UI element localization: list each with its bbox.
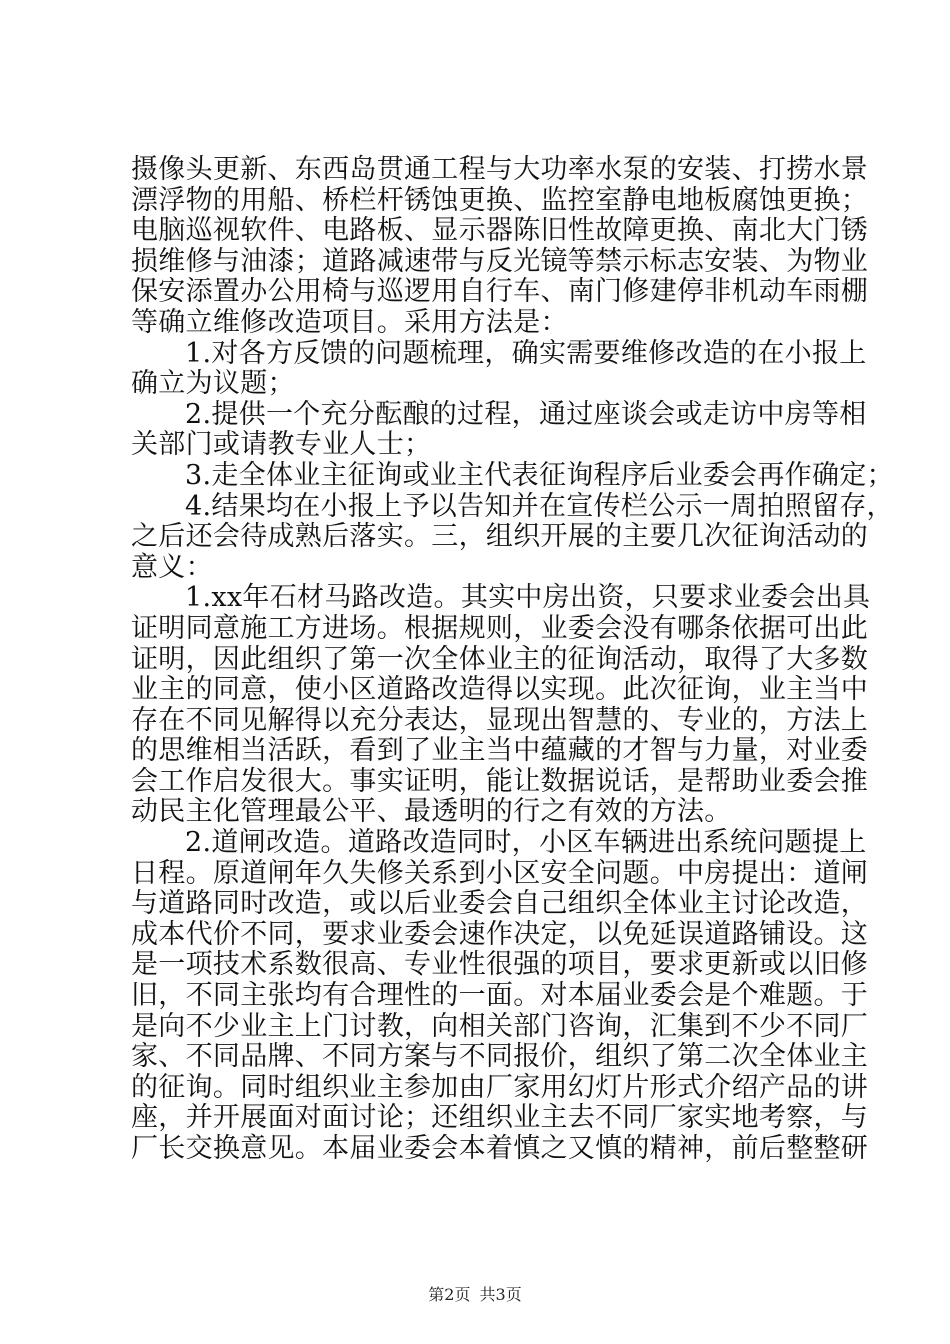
text-line: 意义：	[131, 551, 213, 583]
text-line: 是一项技术系数很高、专业性很强的项目，要求更新或以旧修	[131, 949, 869, 981]
text-line: 1.xx年石材马路改造。其实中房出资，只要求业委会出具	[185, 582, 871, 614]
text-line: 存在不同见解得以充分表达，显现出智慧的、专业的，方法上	[131, 704, 869, 736]
text-line: 厂长交换意见。本届业委会本着慎之又慎的精神，前后整整研	[131, 1133, 869, 1164]
text-line: 的思维相当活跃，看到了业主当中蕴藏的才智与力量，对业委	[131, 735, 869, 767]
page-footer	[0, 1285, 950, 1305]
text-line: 确立为议题；	[131, 368, 295, 400]
text-line: 证明，因此组织了第一次全体业主的征询活动，取得了大多数	[131, 643, 869, 675]
text-line: 业主的同意，使小区道路改造得以实现。此次征询，业主当中	[131, 674, 869, 706]
text-line: 4.结果均在小报上予以告知并在宣传栏公示一周拍照留存，	[185, 490, 894, 522]
text-line: 2.提供一个充分酝酿的过程，通过座谈会或走访中房等相	[185, 398, 867, 430]
text-line: 摄像头更新、东西岛贯通工程与大功率水泵的安装、打捞水景	[131, 154, 869, 185]
text-line: 1.对各方反馈的问题梳理，确实需要维修改造的在小报上	[185, 337, 867, 369]
text-line: 动民主化管理最公平、最透明的行之有效的方法。	[131, 796, 732, 828]
text-line: 旧，不同主张均有合理性的一面。对本届业委会是个难题。于	[131, 980, 869, 1012]
text-line: 损维修与油漆；道路减速带与反光镜等禁示标志安装、为物业	[131, 245, 869, 277]
text-line: 座，并开展面对面讨论；还组织业主去不同厂家实地考察，与	[131, 1102, 869, 1134]
text-line: 保安添置办公用椅与巡逻用自行车、南门修建停非机动车雨棚	[131, 276, 869, 308]
text-line: 的征询。同时组织业主参加由厂家用幻灯片形式介绍产品的讲	[131, 1071, 869, 1103]
text-line: 关部门或请教专业人士；	[131, 429, 432, 461]
page-total: 共3页	[479, 1285, 522, 1304]
text-line: 漂浮物的用船、桥栏杆锈蚀更换、监控室静电地板腐蚀更换；	[131, 184, 869, 216]
text-line: 电脑巡视软件、电路板、显示器陈旧性故障更换、南北大门锈	[131, 215, 869, 247]
text-line: 成本代价不同，要求业委会速作决定，以免延误道路铺设。这	[131, 918, 869, 950]
text-line: 与道路同时改造，或以后业委会自己组织全体业主讨论改造，	[131, 888, 869, 920]
text-line: 会工作启发很大。事实证明，能让数据说话，是帮助业委会推	[131, 765, 869, 797]
text-line: 2.道闸改造。道路改造同时，小区车辆进出系统问题提上	[185, 827, 867, 859]
text-line: 家、不同品牌、不同方案与不同报价，组织了第二次全体业主	[131, 1041, 869, 1073]
page-number: 第2页	[428, 1285, 471, 1304]
text-line: 证明同意施工方进场。根据规则，业委会没有哪条依据可出此	[131, 612, 869, 644]
text-line: 之后还会待成熟后落实。三，组织开展的主要几次征询活动的	[131, 521, 869, 553]
text-line: 日程。原道闸年久失修关系到小区安全问题。中房提出：道闸	[131, 857, 869, 889]
body-text	[131, 154, 894, 1165]
text-line: 是向不少业主上门讨教，向相关部门咨询，汇集到不少不同厂	[131, 1010, 869, 1042]
text-line: 3.走全体业主征询或业主代表征询程序后业委会再作确定；	[185, 459, 894, 491]
text-line: 等确立维修改造项目。采用方法是：	[131, 306, 568, 338]
